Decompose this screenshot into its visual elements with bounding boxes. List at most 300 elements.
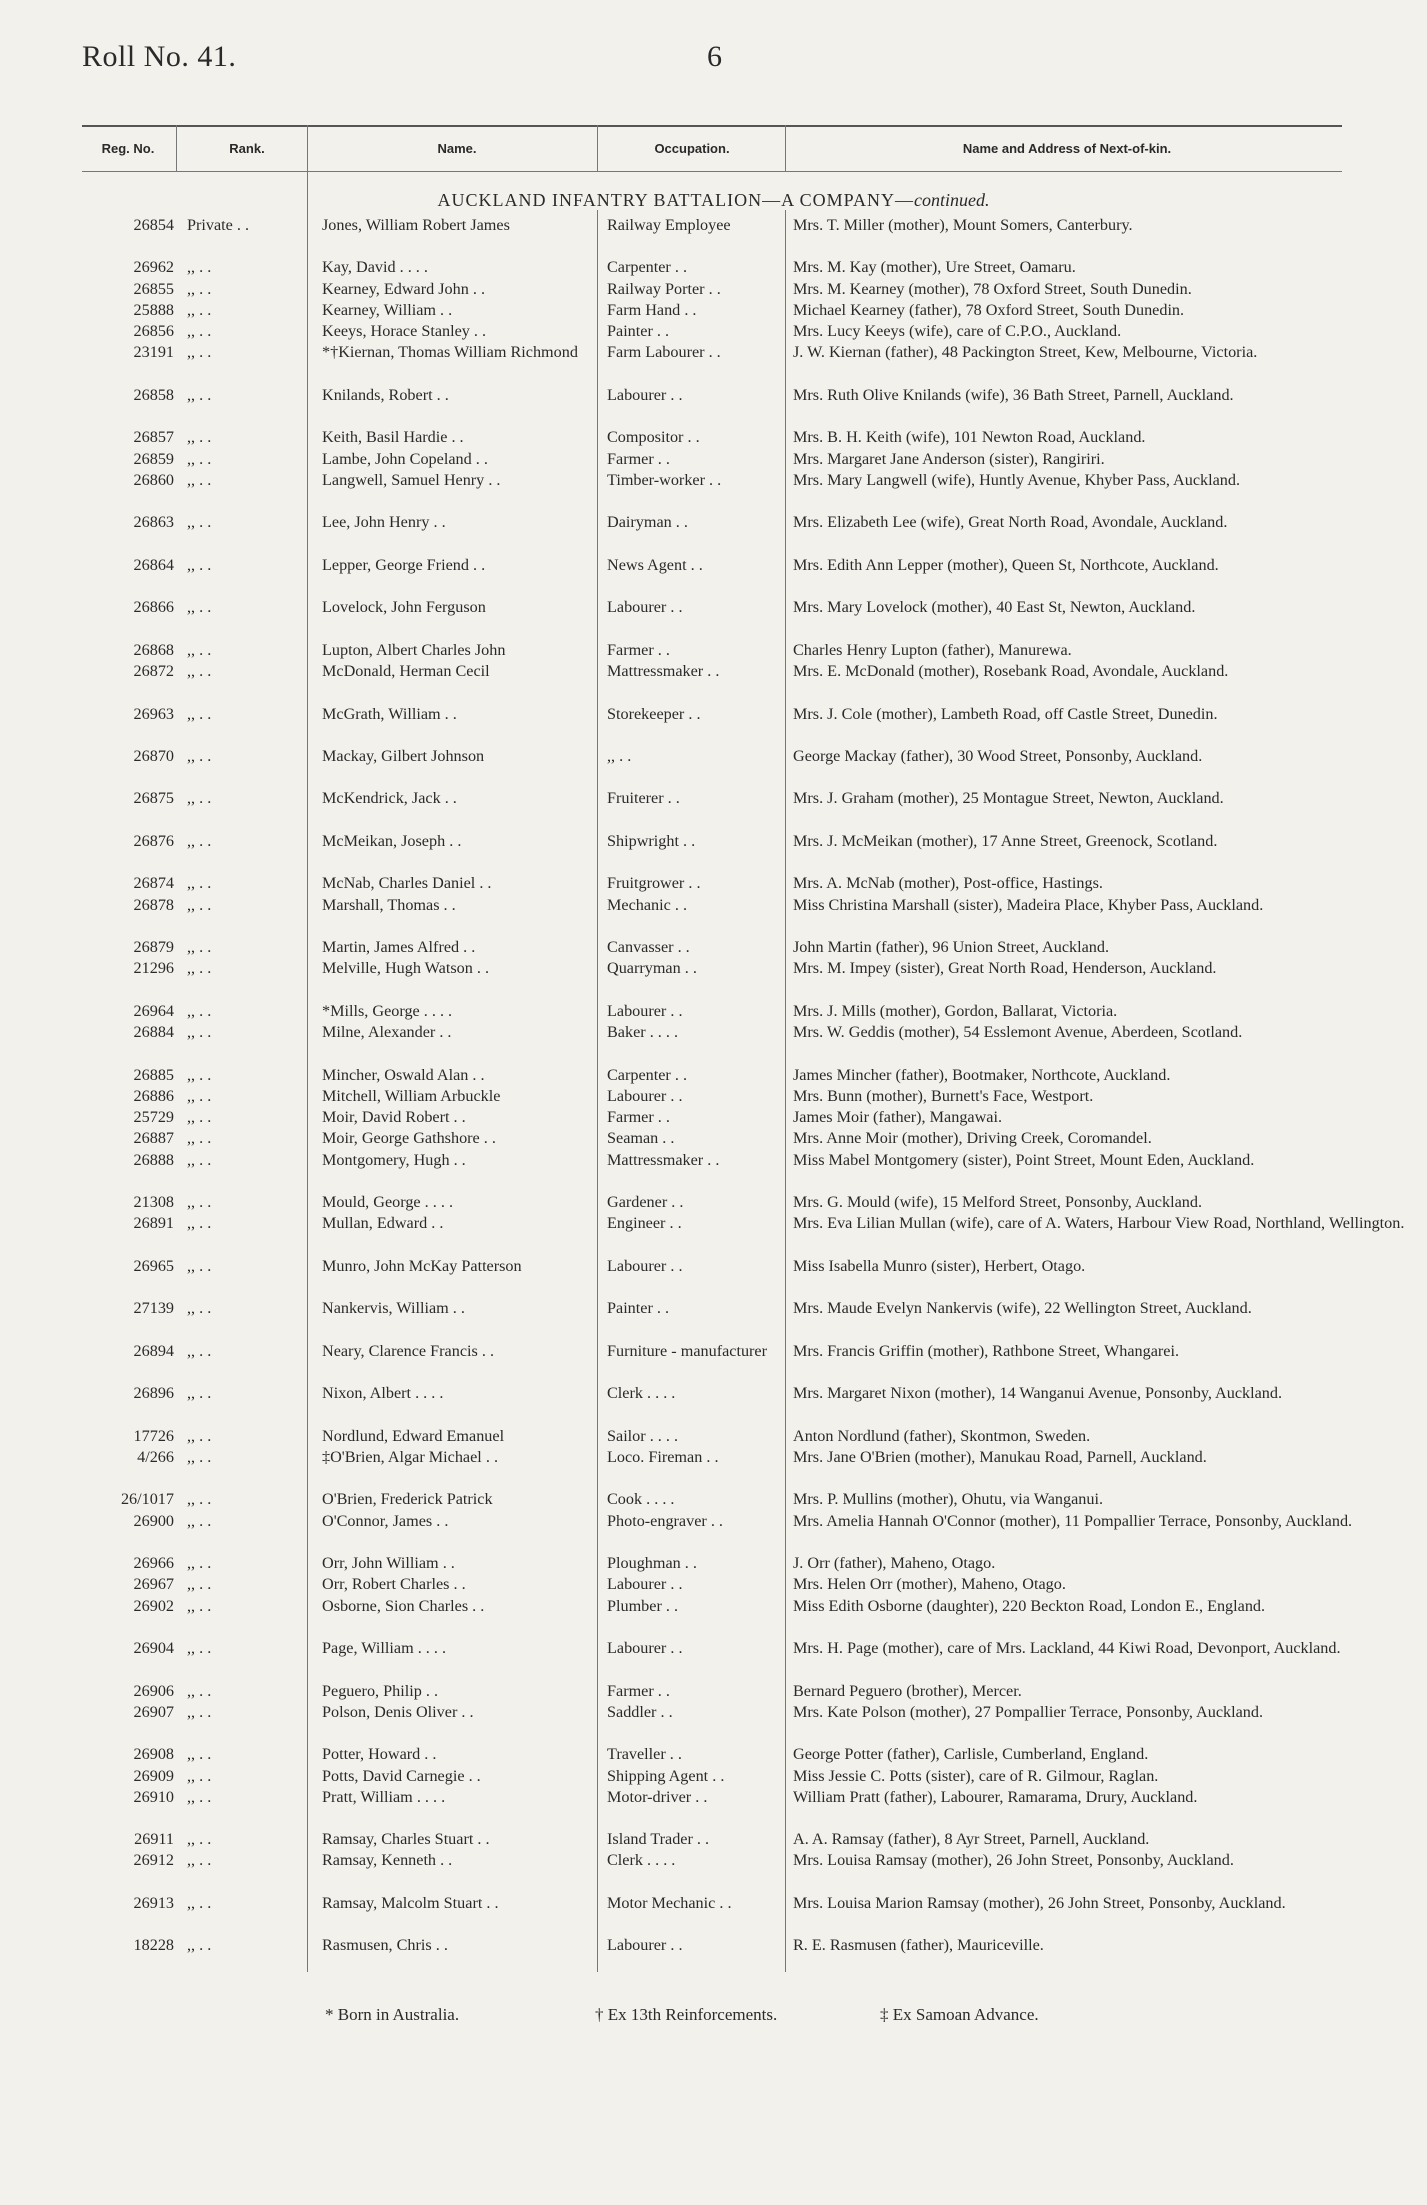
rank: ,, . . xyxy=(187,1108,212,1127)
reg-number: 26856 xyxy=(133,322,174,341)
table-row xyxy=(82,1702,1352,1744)
occupation: Baker . . . . xyxy=(607,1023,679,1042)
table-row xyxy=(82,1766,1352,1787)
table-row xyxy=(82,597,1352,639)
rank: ,, . . xyxy=(187,428,212,447)
next-of-kin: Mrs. A. McNab (mother), Post-office, Hastings. xyxy=(793,874,1103,893)
table-row xyxy=(82,1447,1352,1489)
occupation: Gardener . . xyxy=(607,1193,684,1212)
table-row xyxy=(82,1256,1352,1298)
table-row xyxy=(82,746,1352,788)
reg-number: 21296 xyxy=(133,959,174,978)
rank: ,, . . xyxy=(187,322,212,341)
reg-number: 26894 xyxy=(133,1341,174,1360)
reg-number: 26876 xyxy=(133,831,174,850)
occupation: Carpenter . . xyxy=(607,1065,688,1084)
table-row xyxy=(82,1935,1352,1956)
rank: ,, . . xyxy=(187,1554,212,1573)
soldier-name: McGrath, William . . xyxy=(322,704,457,723)
rank: ,, . . xyxy=(187,1681,212,1700)
occupation: Railway Porter . . xyxy=(607,279,721,298)
col-name-header: Name. xyxy=(437,141,477,156)
occupation: Labourer . . xyxy=(607,1256,683,1275)
occupation: Labourer . . xyxy=(607,1001,683,1020)
reg-number: 26907 xyxy=(133,1702,174,1721)
next-of-kin: Mrs. J. McMeikan (mother), 17 Anne Street, Greenock, Scotland. xyxy=(793,831,1218,850)
soldier-name: McNab, Charles Daniel . . xyxy=(322,874,492,893)
next-of-kin: Mrs. Kate Polson (mother), 27 Pompallier Terrace, Ponsonby, Auckland. xyxy=(793,1702,1264,1721)
table-row xyxy=(82,1383,1352,1425)
table-row xyxy=(82,1511,1352,1553)
rank: ,, . . xyxy=(187,1830,212,1849)
table-row xyxy=(82,1426,1352,1447)
rank: ,, . . xyxy=(187,704,212,723)
occupation: Labourer . . xyxy=(607,598,683,617)
soldier-name: Lambe, John Copeland . . xyxy=(322,449,488,468)
occupation: Furniture - manufacturer xyxy=(607,1341,768,1360)
reg-number: 26904 xyxy=(133,1639,174,1658)
rank: ,, . . xyxy=(187,1936,212,1955)
occupation: Labourer . . xyxy=(607,1639,683,1658)
rank: ,, . . xyxy=(187,789,212,808)
soldier-name: Nixon, Albert . . . . xyxy=(322,1384,444,1403)
occupation: Storekeeper . . xyxy=(607,704,701,723)
next-of-kin: Mrs. M. Impey (sister), Great North Road, Henderson, Auckland. xyxy=(793,959,1217,978)
rank: ,, . . xyxy=(187,1001,212,1020)
next-of-kin: J. Orr (father), Maheno, Otago. xyxy=(793,1554,996,1573)
soldier-name: Melville, Hugh Watson . . xyxy=(322,959,490,978)
next-of-kin: Mrs. Francis Griffin (mother), Rathbone Street, Whangarei. xyxy=(793,1341,1180,1360)
reg-number: 26875 xyxy=(133,789,174,808)
table-row xyxy=(82,555,1352,597)
soldier-name: Keeys, Horace Stanley . . xyxy=(322,322,487,341)
table-row xyxy=(82,1574,1352,1595)
next-of-kin: Bernard Peguero (brother), Mercer. xyxy=(793,1681,1022,1700)
rank: ,, . . xyxy=(187,874,212,893)
table-row xyxy=(82,831,1352,873)
column-divider xyxy=(597,125,598,171)
soldier-name: Potter, Howard . . xyxy=(322,1745,437,1764)
table-row xyxy=(82,1596,1352,1638)
rank: ,, . . xyxy=(187,1193,212,1212)
occupation: Painter . . xyxy=(607,322,670,341)
next-of-kin: Mrs. Maude Evelyn Nankervis (wife), 22 Wellington Street, Auckland. xyxy=(793,1299,1252,1318)
next-of-kin: James Mincher (father), Bootmaker, Northcote, Auckland. xyxy=(793,1065,1171,1084)
next-of-kin: Mrs. B. H. Keith (wife), 101 Newton Road, Auckland. xyxy=(793,428,1146,447)
soldier-name: Ramsay, Charles Stuart . . xyxy=(322,1830,490,1849)
next-of-kin: Mrs. Amelia Hannah O'Connor (mother), 11 Pompallier Terrace, Ponsonby, Auckland. xyxy=(793,1511,1353,1530)
occupation: News Agent . . xyxy=(607,555,703,574)
rank: ,, . . xyxy=(187,1575,212,1594)
occupation: Motor Mechanic . . xyxy=(607,1893,732,1912)
reg-number: 26964 xyxy=(133,1001,174,1020)
soldier-name: ‡O'Brien, Algar Michael . . xyxy=(322,1447,498,1466)
table-row xyxy=(82,1213,1405,1255)
occupation: Loco. Fireman . . xyxy=(607,1447,719,1466)
rank: ,, . . xyxy=(187,1447,212,1466)
reg-number: 26864 xyxy=(133,555,174,574)
column-divider xyxy=(307,125,308,171)
soldier-name: McKendrick, Jack . . xyxy=(322,789,457,808)
table-row xyxy=(82,342,1352,384)
soldier-name: Moir, George Gathshore . . xyxy=(322,1129,496,1148)
reg-number: 26906 xyxy=(133,1681,174,1700)
table-row xyxy=(82,321,1352,342)
next-of-kin: R. E. Rasmusen (father), Mauriceville. xyxy=(793,1936,1044,1955)
soldier-name: Osborne, Sion Charles . . xyxy=(322,1596,485,1615)
occupation: Labourer . . xyxy=(607,1086,683,1105)
occupation: Carpenter . . xyxy=(607,258,688,277)
table-row xyxy=(82,661,1352,703)
occupation: Painter . . xyxy=(607,1299,670,1318)
soldier-name: Ramsay, Malcolm Stuart . . xyxy=(322,1893,499,1912)
rank: ,, . . xyxy=(187,747,212,765)
next-of-kin: Mrs. E. McDonald (mother), Rosebank Road, Avondale, Auckland. xyxy=(793,662,1229,681)
soldier-name: Lovelock, John Ferguson xyxy=(322,598,486,617)
reg-number: 18228 xyxy=(133,1936,174,1955)
soldier-name: *†Kiernan, Thomas William Richmond xyxy=(322,343,578,362)
occupation: Fruitgrower . . xyxy=(607,874,701,893)
occupation: Timber-worker . . xyxy=(607,470,722,489)
occupation: Saddler . . xyxy=(607,1702,673,1721)
soldier-name: Keith, Basil Hardie . . xyxy=(322,428,464,447)
table-row xyxy=(82,1489,1352,1510)
table-row xyxy=(82,449,1352,470)
table-row xyxy=(82,1553,1352,1574)
reg-number: 26888 xyxy=(133,1150,174,1169)
rank: ,, . . xyxy=(187,1511,212,1530)
reg-number: 17726 xyxy=(133,1426,174,1445)
rank: ,, . . xyxy=(187,300,212,319)
occupation: Mattressmaker . . xyxy=(607,662,720,681)
table-row xyxy=(82,873,1352,894)
table-row xyxy=(82,1787,1352,1829)
reg-number: 26885 xyxy=(133,1065,174,1084)
rank: ,, . . xyxy=(187,470,212,489)
col-kin-header: Name and Address of Next-of-kin. xyxy=(962,141,1172,156)
footnote-ex-13th: † Ex 13th Reinforcements. xyxy=(595,2005,778,2024)
col-occupation-header: Occupation. xyxy=(654,141,730,156)
reg-number: 26911 xyxy=(134,1830,174,1849)
occupation: Mechanic . . xyxy=(607,895,688,914)
rank: ,, . . xyxy=(187,385,212,404)
rank: ,, . . xyxy=(187,959,212,978)
table-row xyxy=(82,512,1352,554)
next-of-kin: John Martin (father), 96 Union Street, Auckland. xyxy=(793,938,1110,957)
section-title xyxy=(0,190,1427,211)
next-of-kin: Mrs. J. Graham (mother), 25 Montague Street, Newton, Auckland. xyxy=(793,789,1224,808)
soldier-name: Kay, David . . . . xyxy=(322,258,428,277)
reg-number: 26868 xyxy=(133,640,174,659)
next-of-kin: Mrs. Jane O'Brien (mother), Manukau Road, Parnell, Auckland. xyxy=(793,1447,1207,1466)
rank: ,, . . xyxy=(187,895,212,914)
reg-number: 26870 xyxy=(133,747,174,765)
section-continued: continued. xyxy=(913,190,990,210)
next-of-kin: Mrs. Lucy Keeys (wife), care of C.P.O., Auckland. xyxy=(793,322,1122,341)
rank: ,, . . xyxy=(187,662,212,681)
soldier-name: Mincher, Oswald Alan . . xyxy=(322,1065,485,1084)
occupation: Quarryman . . xyxy=(607,959,697,978)
rank: ,, . . xyxy=(187,1702,212,1721)
occupation: Sailor . . . . xyxy=(607,1426,679,1445)
next-of-kin: Mrs. Louisa Marion Ramsay (mother), 26 John Street, Ponsonby, Auckland. xyxy=(793,1893,1286,1912)
table-row xyxy=(82,279,1352,300)
next-of-kin: Mrs. Louisa Ramsay (mother), 26 John Street, Ponsonby, Auckland. xyxy=(793,1851,1234,1870)
reg-number: 26872 xyxy=(133,662,174,681)
soldier-name: O'Brien, Frederick Patrick xyxy=(322,1490,493,1509)
table-row xyxy=(82,1128,1352,1149)
occupation: Railway Employee xyxy=(607,216,731,234)
next-of-kin: Mrs. Bunn (mother), Burnett's Face, Westport. xyxy=(793,1086,1094,1105)
rank: ,, . . xyxy=(187,1596,212,1615)
table-row xyxy=(82,1298,1352,1340)
table-row xyxy=(82,385,1352,427)
soldier-name: Neary, Clarence Francis . . xyxy=(322,1341,494,1360)
table-row xyxy=(82,640,1352,661)
soldier-name: Munro, John McKay Patterson xyxy=(322,1256,522,1275)
occupation: Traveller . . xyxy=(607,1745,682,1764)
next-of-kin: Mrs. Edith Ann Lepper (mother), Queen St, Northcote, Auckland. xyxy=(793,555,1219,574)
rank: ,, . . xyxy=(187,555,212,574)
next-of-kin: Miss Edith Osborne (daughter), 220 Beckton Road, London E., England. xyxy=(793,1596,1266,1615)
column-divider xyxy=(176,125,177,171)
table-row xyxy=(82,1001,1352,1022)
rank: ,, . . xyxy=(187,1893,212,1912)
reg-number: 26896 xyxy=(133,1384,174,1403)
table-row xyxy=(82,937,1352,958)
reg-number: 26965 xyxy=(133,1256,174,1275)
occupation: Engineer . . xyxy=(607,1214,682,1233)
table-row xyxy=(82,1829,1352,1850)
next-of-kin: Mrs. M. Kearney (mother), 78 Oxford Street, South Dunedin. xyxy=(793,279,1192,298)
table-row xyxy=(82,1065,1352,1086)
soldier-name: Nankervis, William . . xyxy=(322,1299,465,1318)
soldier-name: Mackay, Gilbert Johnson xyxy=(322,747,485,765)
rank: ,, . . xyxy=(187,513,212,532)
soldier-name: Martin, James Alfred . . xyxy=(322,938,476,957)
rank: ,, . . xyxy=(187,1766,212,1785)
occupation: Island Trader . . xyxy=(607,1830,710,1849)
footnote-ex-samoan: ‡ Ex Samoan Advance. xyxy=(880,2005,1039,2024)
next-of-kin: Mrs. H. Page (mother), care of Mrs. Lackland, 44 Kiwi Road, Devonport, Auckland. xyxy=(793,1639,1341,1658)
soldier-name: Pratt, William . . . . xyxy=(322,1787,446,1806)
rank: ,, . . xyxy=(187,1086,212,1105)
occupation: Fruiterer . . xyxy=(607,789,680,808)
soldier-name: Nordlund, Edward Emanuel xyxy=(322,1426,505,1445)
table-row xyxy=(82,470,1352,512)
roll-number: Roll No. 41. xyxy=(82,40,237,73)
next-of-kin: Mrs. Eva Lilian Mullan (wife), care of A. Waters, Harbour View Road, Northland, Wellington. xyxy=(793,1214,1405,1233)
reg-number: 26855 xyxy=(133,279,174,298)
page-number: 6 xyxy=(707,40,722,73)
soldier-name: O'Connor, James . . xyxy=(322,1511,449,1530)
next-of-kin: Miss Mabel Montgomery (sister), Point Street, Mount Eden, Auckland. xyxy=(793,1150,1255,1169)
soldier-name: Mould, George . . . . xyxy=(322,1193,453,1212)
rank: ,, . . xyxy=(187,1065,212,1084)
soldier-name: Montgomery, Hugh . . xyxy=(322,1150,466,1169)
table-row xyxy=(82,427,1352,448)
occupation: ,, . . xyxy=(607,747,632,765)
table-row xyxy=(82,958,1352,1000)
next-of-kin: George Mackay (father), 30 Wood Street, Ponsonby, Auckland. xyxy=(793,747,1203,765)
soldier-name: Mullan, Edward . . xyxy=(322,1214,444,1233)
rank: ,, . . xyxy=(187,1426,212,1445)
rank: ,, . . xyxy=(187,1639,212,1658)
next-of-kin: Mrs. P. Mullins (mother), Ohutu, via Wanganui. xyxy=(793,1490,1103,1509)
rank: ,, . . xyxy=(187,598,212,617)
table-row xyxy=(82,1107,1352,1128)
rank: ,, . . xyxy=(187,1384,212,1403)
next-of-kin: Mrs. Margaret Jane Anderson (sister), Rangiriri. xyxy=(793,449,1105,468)
soldier-name: Lepper, George Friend . . xyxy=(322,555,486,574)
soldier-name: Orr, Robert Charles . . xyxy=(322,1575,466,1594)
soldier-name: Mitchell, William Arbuckle xyxy=(322,1086,501,1105)
reg-number: 26886 xyxy=(133,1086,174,1105)
soldier-name: Langwell, Samuel Henry . . xyxy=(322,470,501,489)
occupation: Motor-driver . . xyxy=(607,1787,708,1806)
occupation: Clerk . . . . xyxy=(607,1851,676,1870)
reg-number: 26963 xyxy=(133,704,174,723)
reg-number: 26887 xyxy=(133,1129,174,1148)
table-row xyxy=(82,1192,1352,1213)
table-row xyxy=(82,1150,1352,1192)
reg-number: 26/1017 xyxy=(120,1490,174,1509)
occupation: Ploughman . . xyxy=(607,1554,697,1573)
reg-number: 26962 xyxy=(133,258,174,277)
reg-number: 26910 xyxy=(133,1787,174,1806)
occupation: Cook . . . . xyxy=(607,1490,675,1509)
soldier-name: Polson, Denis Oliver . . xyxy=(322,1702,474,1721)
rank: ,, . . xyxy=(187,1745,212,1764)
rank: ,, . . xyxy=(187,1851,212,1870)
reg-number: 26878 xyxy=(133,895,174,914)
rank: ,, . . xyxy=(187,1341,212,1360)
next-of-kin: Mrs. Mary Langwell (wife), Huntly Avenue, Khyber Pass, Auckland. xyxy=(793,470,1241,489)
reg-number: 26900 xyxy=(133,1511,174,1530)
reg-number: 26884 xyxy=(133,1023,174,1042)
soldier-name: Potts, David Carnegie . . xyxy=(322,1766,481,1785)
next-of-kin: Michael Kearney (father), 78 Oxford Street, South Dunedin. xyxy=(793,300,1185,319)
table-row xyxy=(82,1744,1352,1765)
soldier-name: Knilands, Robert . . xyxy=(322,385,449,404)
next-of-kin: George Potter (father), Carlisle, Cumberland, England. xyxy=(793,1745,1149,1764)
reg-number: 26909 xyxy=(133,1766,174,1785)
reg-number: 26966 xyxy=(133,1554,174,1573)
occupation: Farm Labourer . . xyxy=(607,343,721,362)
soldier-name: Page, William . . . . xyxy=(322,1639,447,1658)
rank: ,, . . xyxy=(187,1129,212,1148)
next-of-kin: Mrs. Elizabeth Lee (wife), Great North Road, Avondale, Auckland. xyxy=(793,513,1228,532)
table-row xyxy=(82,1638,1352,1680)
occupation: Farmer . . xyxy=(607,1681,670,1700)
rank: ,, . . xyxy=(187,1150,212,1169)
next-of-kin: Mrs. T. Miller (mother), Mount Somers, Canterbury. xyxy=(793,216,1133,234)
next-of-kin: Mrs. J. Mills (mother), Gordon, Ballarat, Victoria. xyxy=(793,1001,1118,1020)
next-of-kin: Mrs. Anne Moir (mother), Driving Creek, Coromandel. xyxy=(793,1129,1152,1148)
next-of-kin: Mrs. Helen Orr (mother), Maheno, Otago. xyxy=(793,1575,1066,1594)
soldier-name: Kearney, William . . xyxy=(322,300,453,319)
next-of-kin: Miss Christina Marshall (sister), Madeira Place, Khyber Pass, Auckland. xyxy=(793,895,1264,914)
soldier-name: Jones, William Robert James xyxy=(322,216,510,234)
rank: ,, . . xyxy=(187,1787,212,1806)
soldier-name: Milne, Alexander . . xyxy=(322,1023,452,1042)
reg-number: 26908 xyxy=(133,1745,174,1764)
soldier-name: Marshall, Thomas . . xyxy=(322,895,456,914)
occupation: Farmer . . xyxy=(607,640,670,659)
occupation: Farm Hand . . xyxy=(607,300,697,319)
next-of-kin: William Pratt (father), Labourer, Ramarama, Drury, Auckland. xyxy=(793,1787,1198,1806)
rank: ,, . . xyxy=(187,1256,212,1275)
rank: ,, . . xyxy=(187,449,212,468)
col-reg-header: Reg. No. xyxy=(101,141,155,156)
occupation: Farmer . . xyxy=(607,1108,670,1127)
occupation: Photo-engraver . . xyxy=(607,1511,723,1530)
rank: ,, . . xyxy=(187,938,212,957)
occupation: Farmer . . xyxy=(607,449,670,468)
soldier-name: Ramsay, Kenneth . . xyxy=(322,1851,453,1870)
rank: ,, . . xyxy=(187,1023,212,1042)
rank: ,, . . xyxy=(187,1299,212,1318)
reg-number: 26967 xyxy=(133,1575,174,1594)
section-title-text: AUCKLAND INFANTRY BATTALION—A COMPANY— xyxy=(437,190,914,210)
table-row xyxy=(82,257,1352,278)
footnote-born-australia: * Born in Australia. xyxy=(325,2005,460,2024)
rank: ,, . . xyxy=(187,1214,212,1233)
occupation: Shipwright . . xyxy=(607,831,696,850)
occupation: Dairyman . . xyxy=(607,513,688,532)
next-of-kin: Mrs. Mary Lovelock (mother), 40 East St, Newton, Auckland. xyxy=(793,598,1196,617)
occupation: Compositor . . xyxy=(607,428,700,447)
occupation: Plumber . . xyxy=(607,1596,679,1615)
next-of-kin: Mrs. Margaret Nixon (mother), 14 Wanganui Avenue, Ponsonby, Auckland. xyxy=(793,1384,1283,1403)
reg-number: 26863 xyxy=(133,513,174,532)
soldier-name: Orr, John William . . xyxy=(322,1554,455,1573)
occupation: Mattressmaker . . xyxy=(607,1150,720,1169)
occupation: Labourer . . xyxy=(607,1936,683,1955)
soldier-name: Peguero, Philip . . xyxy=(322,1681,439,1700)
rank: ,, . . xyxy=(187,279,212,298)
table-row xyxy=(82,1086,1352,1107)
reg-number: 25729 xyxy=(133,1108,174,1127)
soldier-name: *Mills, George . . . . xyxy=(322,1001,453,1020)
table-row xyxy=(82,1681,1352,1702)
table-row xyxy=(82,1341,1352,1383)
next-of-kin: A. A. Ramsay (father), 8 Ayr Street, Parnell, Auckland. xyxy=(793,1830,1150,1849)
table-row xyxy=(82,1850,1352,1892)
table-row xyxy=(82,300,1352,321)
next-of-kin: Mrs. M. Kay (mother), Ure Street, Oamaru. xyxy=(793,258,1076,277)
reg-number: 23191 xyxy=(133,343,174,362)
reg-number: 21308 xyxy=(133,1193,174,1212)
rank: ,, . . xyxy=(187,1490,212,1509)
table-row xyxy=(82,895,1352,937)
soldier-name: Moir, David Robert . . xyxy=(322,1108,466,1127)
reg-number: 26891 xyxy=(133,1214,174,1233)
occupation: Clerk . . . . xyxy=(607,1384,676,1403)
occupation: Labourer . . xyxy=(607,1575,683,1594)
next-of-kin: Miss Jessie C. Potts (sister), care of R. Gilmour, Raglan. xyxy=(793,1766,1159,1785)
occupation: Labourer . . xyxy=(607,385,683,404)
reg-number: 26866 xyxy=(133,598,174,617)
soldier-name: Kearney, Edward John . . xyxy=(322,279,486,298)
soldier-name: Lee, John Henry . . xyxy=(322,513,446,532)
table-row xyxy=(82,1022,1352,1064)
reg-number: 26912 xyxy=(133,1851,174,1870)
soldier-name: Rasmusen, Chris . . xyxy=(322,1936,448,1955)
reg-number: 26879 xyxy=(133,938,174,957)
soldier-name: McMeikan, Joseph . . xyxy=(322,831,462,850)
reg-number: 25888 xyxy=(133,300,174,319)
